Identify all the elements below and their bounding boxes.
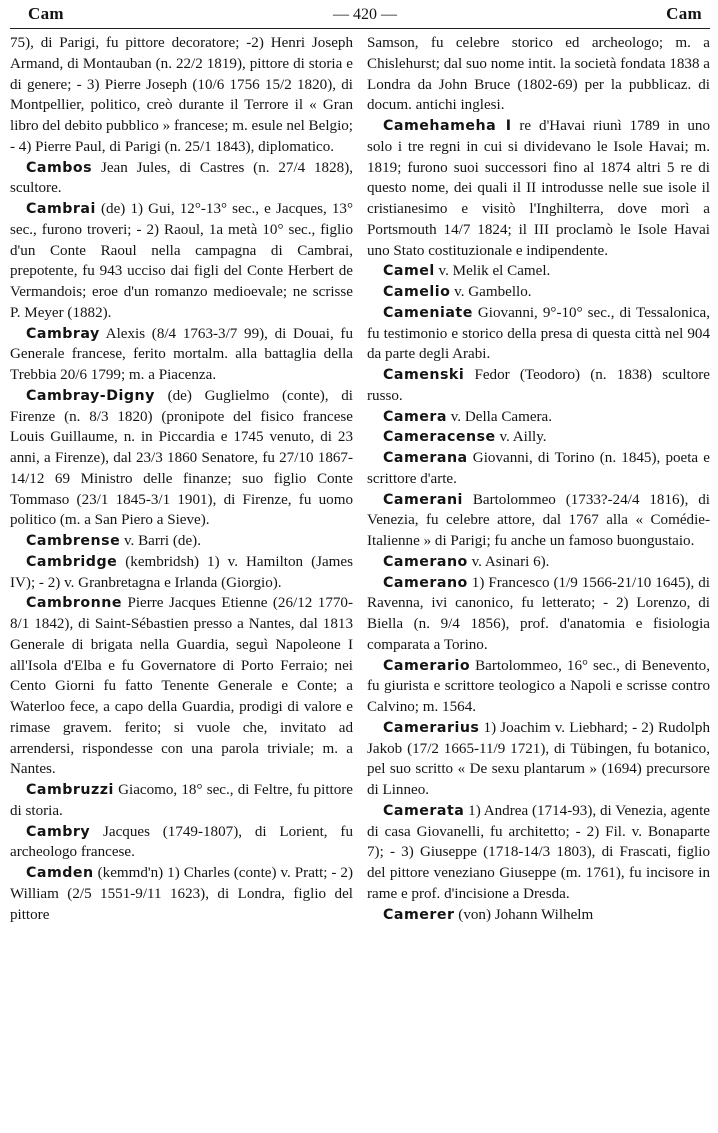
entry-text: Fedor (Teodoro) (n. 1838) scultore russo.	[367, 367, 710, 404]
entry-text: (de) 1) Gui, 12°-13° sec., e Jacques, 13° sec., furono troveri; - 2) Raoul, 1a metà 10° sec., figlio d'un Conte Raoul nella campagna di Cambrai, prepotente, fu 943 ucciso dai figli del Conte Herbert de Vermandois; eroe d'un romanzo medioevale; ne scrisse P. Meyer (1882).	[10, 201, 353, 321]
entry-headword: Camerarius	[383, 719, 480, 736]
entry-headword: Cameracense	[383, 429, 496, 446]
entry-text: (von) Johann Wilhelm	[454, 906, 594, 923]
dictionary-entry	[10, 386, 353, 531]
entry-text: 1) Joachim v. Liebhard; - 2) Rudolph Jakob (17/2 1665-11/9 1721), di Tübingen, fu botanico, pel suo scritto « De sexu plantarum » (1694) precursore di Linneo.	[367, 719, 710, 798]
entry-text: Jacques (1749-1807), di Lorient, fu archeologo francese.	[10, 823, 353, 861]
entry-headword: Cambridge	[26, 553, 118, 570]
dictionary-entry	[10, 33, 353, 158]
dictionary-entry	[367, 282, 710, 303]
dictionary-entry	[367, 718, 710, 801]
entry-text: v. Ailly.	[495, 429, 547, 446]
entry-headword: Camerano	[383, 574, 468, 591]
dictionary-entry	[10, 593, 353, 780]
entry-text: re d'Havai riunì 1789 in uno solo i tre regni in cui si dividevano le Isole Havai; m. 1819; furono suoi successori fino al 1874 altri 5 re di questo nome, dei quali il II introdusse nelle sue isole il cristianesimo e visitò l'Inghilterra, dove morì a Portsmouth 14/7 1824; il III proclamò le Isole Havai uno Stato costituzionale e indipendente.	[367, 118, 710, 259]
entry-text: (kembridsh) 1) v. Hamilton (James IV); - 2) v. Granbretagna e Irlanda (Giorgio).	[10, 553, 353, 591]
dictionary-entry	[367, 552, 710, 573]
entry-headword: Camden	[26, 865, 94, 881]
entry-headword: Camehameha I	[383, 118, 512, 134]
entry-headword: Camerer	[383, 906, 455, 923]
dictionary-entry	[10, 531, 353, 552]
entry-text: Giovanni, 9°-10° sec., di Tessalonica, fu testimonio e storico della presa di questa città nel 904 da parte degli Arabi.	[367, 304, 710, 363]
page-number: — 420 —	[333, 6, 397, 23]
page-header	[10, 4, 710, 29]
entry-text: v. Gambello.	[450, 284, 532, 300]
dictionary-entry	[367, 490, 710, 552]
entry-headword: Cambray-Digny	[26, 387, 155, 404]
entry-headword: Cambrense	[26, 533, 121, 549]
entry-text: Pierre Jacques Etienne (26/12 1770-8/1 1842), di Saint-Sébastien presso a Nantes, dal 1813 Generale di brigata nella Guardia, seguì Napoleone I all'Isola d'Elba e fu Governatore di Porto Ferraio; nei Cento Giorni fu fatto Tenente Generale e Conte; a Waterloo fece, a capo della Guardia, prodigi di valore e rimase gravem. ferito; si vuole che, invitato ad arrendersi, rispondesse con una parola triviale; m. a Nantes.	[10, 595, 353, 778]
left-column	[10, 33, 353, 925]
dictionary-entry	[367, 801, 710, 905]
dictionary-entry	[367, 407, 710, 428]
entry-headword: Cambos	[26, 159, 93, 176]
dictionary-entry	[10, 822, 353, 864]
dictionary-entry	[367, 261, 710, 282]
dictionary-entry	[10, 552, 353, 594]
dictionary-entry	[10, 158, 353, 200]
header-left-headword: Cam	[28, 4, 64, 23]
entry-headword: Camenski	[383, 367, 465, 383]
entry-headword: Cambry	[26, 823, 91, 840]
entry-text: Bartolommeo (1733?-24/4 1816), di Venezia, fu celebre attore, dal 1767 alla « Comédie-Italienne » di Parigi; fu anche un famoso buongustaio.	[367, 491, 710, 549]
entry-headword: Camera	[383, 408, 447, 425]
dictionary-entry	[367, 427, 710, 448]
dictionary-entry	[10, 324, 353, 386]
dictionary-entry	[367, 33, 710, 116]
entry-text: Jean Jules, di Castres (n. 27/4 1828), scultore.	[10, 159, 353, 197]
entry-headword: Cambruzzi	[26, 782, 114, 798]
entry-headword: Camerario	[383, 657, 471, 674]
entry-headword: Cambronne	[26, 595, 122, 612]
dictionary-entry	[367, 905, 710, 926]
entry-text: Bartolommeo, 16° sec., di Benevento, fu giurista e scrittore teologico a Napoli e scrisse contro Calvino; m. 1564.	[367, 657, 710, 715]
entry-text: Giovanni, di Torino (n. 1845), poeta e scrittore d'arte.	[367, 450, 710, 487]
entry-text: 1) Francesco (1/9 1566-21/10 1645), di Ravenna, ivi canonico, fu letterato; - 2) Lorenzo, di Biella (n. 9/4 1856), prof. d'anatomia e fisiologia comparata a Torino.	[367, 574, 710, 653]
dictionary-entry	[10, 863, 353, 925]
entry-text: 1) Andrea (1714-93), di Venezia, agente di casa Giovanelli, fu architetto; - 2) Fil. v. Bonaparte 7); - 3) Giuseppe (1718-14/3 1803), di Frascati, figlio del pittore veneziano Giuseppe (m. 1761), fu incisore in rame e prof. d'incisione a Dresda.	[367, 802, 710, 902]
dictionary-entry	[367, 365, 710, 407]
dictionary-entry	[367, 656, 710, 718]
entry-text: v. Melik el Camel.	[434, 263, 551, 280]
dictionary-entry	[367, 448, 710, 490]
entry-text: v. Asinari 6).	[467, 553, 550, 570]
entry-text: 75), di Parigi, fu pittore decoratore; -2) Henri Joseph Armand, di Montauban (n. 22/2 1819), pittore di storia e di genere; - 3) Pierre Joseph (10/6 1756 15/2 1820), di Montpellier, politico, creò durante il Terrore il « Gran libro del debito pubblico » francese; m. esule nel Belgio; - 4) Pierre Paul, di Parigi (n. 25/1 1843), diplomatico.	[10, 35, 353, 155]
dictionary-entry	[367, 573, 710, 656]
entry-headword: Camel	[383, 263, 435, 280]
entry-text: (de) Guglielmo (conte), di Firenze (n. 8/3 1820) (pronipote del fisico francese Louis Guillaume, n. in Piccardia e 1745 venuto, di 23 anni, a Firenze), dal 23/3 1860 Senatore, fu 27/10 1867-14/12 69 Ministro delle finanze; suo figlio Conte Tommaso (23/1 1845-3/1 1901), di Firenze, fu uomo politico (m. a San Piero a Sieve).	[10, 387, 353, 529]
dictionary-entry	[10, 780, 353, 822]
right-column	[367, 33, 710, 925]
entry-headword: Cameniate	[383, 304, 473, 321]
columns	[10, 29, 710, 925]
dictionary-entry	[10, 199, 353, 324]
entry-text: v. Barri (de).	[120, 533, 201, 549]
dictionary-entry	[367, 303, 710, 365]
entry-text: Giacomo, 18° sec., di Feltre, fu pittore di storia.	[10, 782, 353, 819]
entry-headword: Camelio	[383, 284, 451, 300]
entry-text: Samson, fu celebre storico ed archeologo; m. a Chislehurst; dal suo nome intit. la società fondata 1838 a Londra da John Bruce (1802-69) per la pubblicaz. di docum. antichi inglesi.	[367, 35, 710, 114]
dictionary-entry	[367, 116, 710, 261]
entry-text: v. Della Camera.	[446, 408, 553, 425]
entry-headword: Camerana	[383, 450, 468, 466]
entry-headword: Cambray	[26, 325, 100, 342]
entry-headword: Cambrai	[26, 201, 96, 217]
entry-headword: Camerani	[383, 491, 463, 508]
header-right-headword: Cam	[666, 4, 702, 23]
entry-headword: Camerano	[383, 553, 468, 570]
entry-headword: Camerata	[383, 802, 465, 819]
entry-text: (kemmd'n) 1) Charles (conte) v. Pratt; - 2) William (2/5 1551-9/11 1623), di Londra, figlio del pittore	[10, 865, 353, 923]
entry-text: Alexis (8/4 1763-3/7 99), di Douai, fu Generale francese, ferito mortalm. alla battaglia della Trebbia 20/6 1799; m. a Piacenza.	[10, 325, 353, 383]
